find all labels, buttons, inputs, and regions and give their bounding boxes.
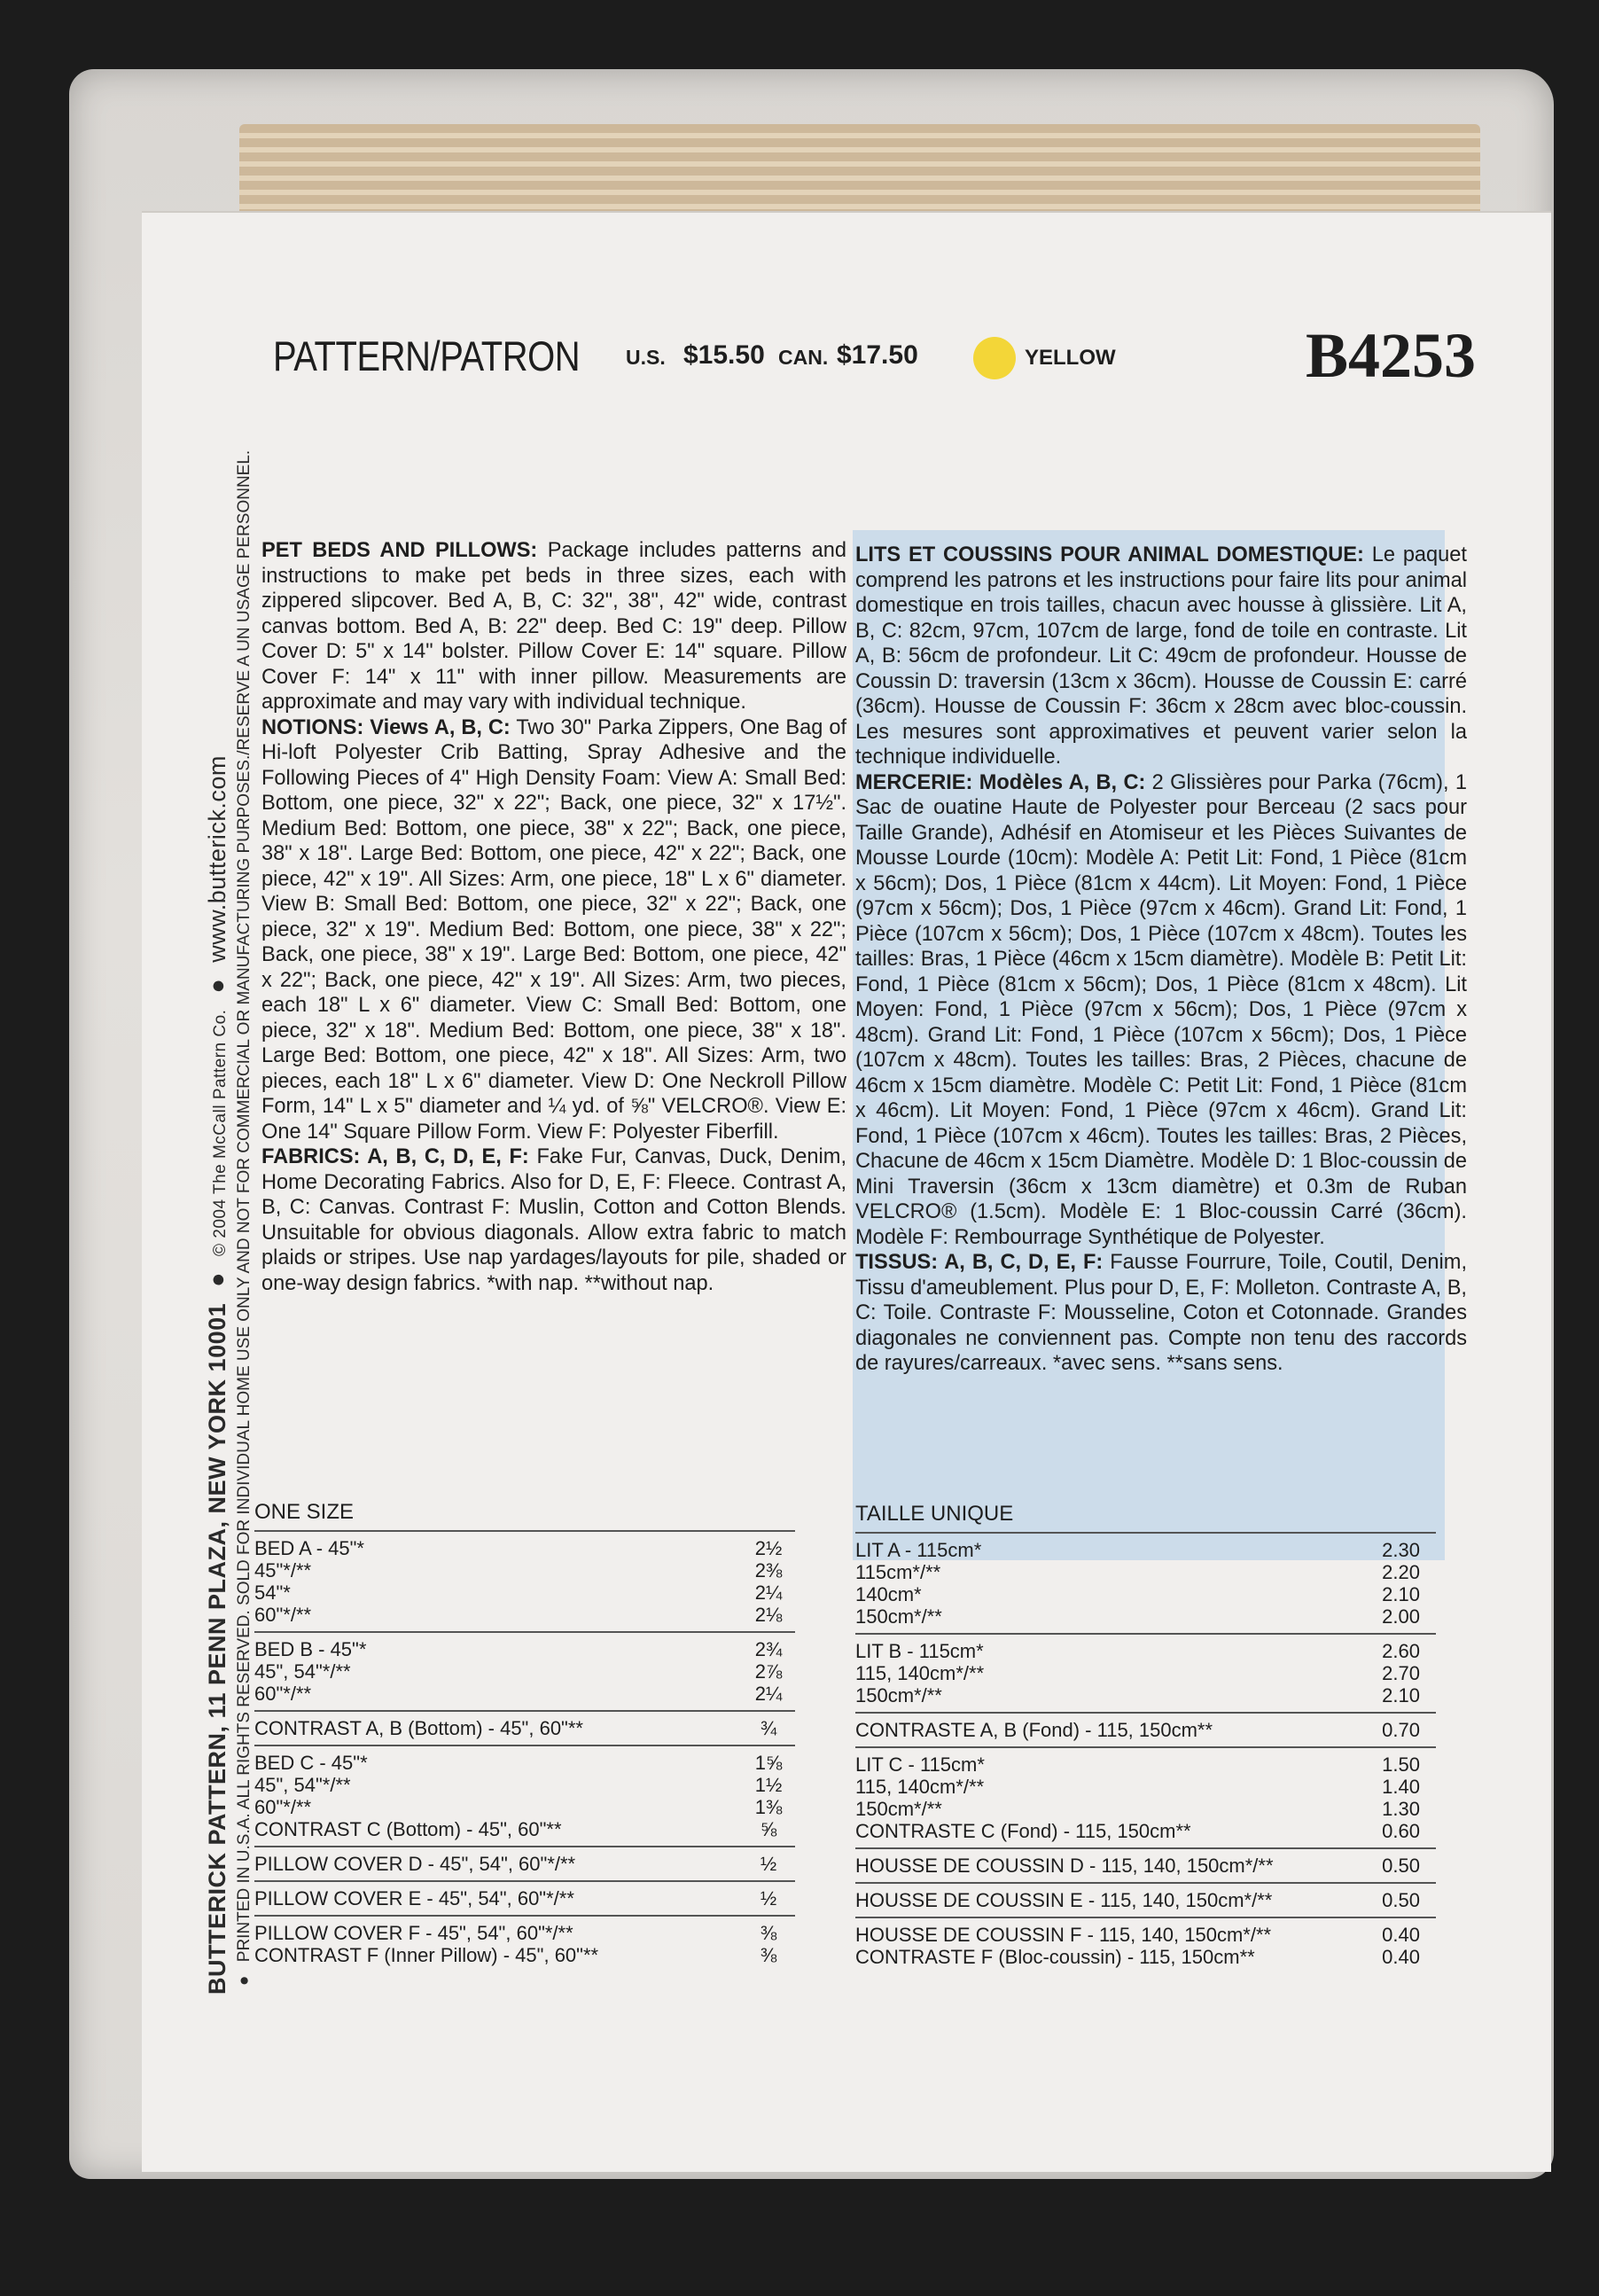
row-value: ⅝ [760, 1818, 777, 1840]
row-label: 45", 54"*/** [254, 1660, 351, 1683]
row-label: LIT A - 115cm* [855, 1539, 982, 1561]
table-row [855, 1924, 1436, 1946]
row-value: 0.40 [1382, 1946, 1420, 1968]
row-label: 115, 140cm*/** [855, 1662, 985, 1684]
row-label: BED A - 45"* [254, 1537, 364, 1559]
rights-notice: PRINTED IN U.S.A. ALL RIGHTS RESERVED. SOLD FOR INDIVIDUAL HOME USE ONLY AND NOT FOR COMMERCIAL OR MANUFACTURING PURPOSES./RESERVE A UN USAGE PERSONNEL. [235, 449, 254, 1963]
row-label: 54"* [254, 1581, 291, 1604]
color-label: YELLOW [1025, 346, 1116, 370]
row-label: HOUSSE DE COUSSIN E - 115, 140, 150cm*/** [855, 1889, 1273, 1911]
row-label: 60"*/** [254, 1604, 312, 1626]
row-value: 2.30 [1382, 1539, 1420, 1561]
row-label: CONTRAST F (Inner Pillow) - 45", 60"** [254, 1944, 599, 1966]
row-value: 1.30 [1382, 1798, 1420, 1820]
row-label: 45"*/** [254, 1559, 312, 1581]
notions-paragraph: NOTIONS: Views A, B, C: Two 30" Parka Zippers, One Bag of Hi-loft Polyester Crib Batting, Spray Adhesive and the Following Pieces of 4" High Density Foam: View A: Small Bed: Bottom, one piece, 32" x 22"; Back, one piece, 32" x 17½". Medium Bed: Bottom, one piece, 38" x 22"; Back, one piece, 38" x 18". Large Bed: Bottom, one piece, 42" x 22"; Back, one piece, 42" x 19". All Sizes: Arm, one piece, 18" L x 6" diameter. View B: Small Bed: Bottom, one piece, 32" x 22"; Back, one piece, 32" x 19". Medium Bed: Bottom, one piece, 38" x 22"; Back, one piece, 38" x 19". Large Bed: Bottom, one piece, 42" x 22"; Back, one piece, 42" x 19". All Sizes: Arm, two pieces, each 18" L x 6" diameter. View C: Small Bed: Bottom, one piece, 32" x 18". Medium Bed: Bottom, one piece, 38" x 18". Large Bed: Bottom, one piece, 42" x 18". All Sizes: Arm, two pieces, each 18" L x 6" diameter. View D: One Neckroll Pillow Form, 14" L x 5" diameter and ¼ yd. of ⅝" VELCRO®. View E: One 14" Square Pillow Form. View F: Polyester Fiberfill. [261, 715, 846, 1144]
row-value: 0.50 [1382, 1889, 1420, 1911]
row-label: 115, 140cm*/** [855, 1776, 985, 1798]
row-label: PILLOW COVER D - 45", 54", 60"*/** [254, 1853, 576, 1875]
row-value: 2.10 [1382, 1684, 1420, 1706]
table-row [855, 1776, 1436, 1798]
table-heading-fr: TAILLE UNIQUE [855, 1502, 1014, 1526]
table-row [254, 1537, 795, 1559]
row-label: PILLOW COVER F - 45", 54", 60"*/** [254, 1922, 573, 1944]
table-row [254, 1683, 795, 1705]
row-label: 150cm*/** [855, 1684, 942, 1706]
table-group [855, 1746, 1436, 1847]
table-row [855, 1539, 1436, 1561]
row-label: 150cm*/** [855, 1605, 942, 1628]
table-group [855, 1633, 1436, 1712]
table-row [254, 1774, 795, 1796]
row-value: 1⅝ [754, 1752, 783, 1774]
row-value: 0.70 [1382, 1719, 1420, 1741]
row-label: 60"*/** [254, 1683, 312, 1705]
table-group [254, 1631, 795, 1710]
row-value: 2⅜ [754, 1559, 783, 1581]
row-value: 2.70 [1382, 1662, 1420, 1684]
table-row [254, 1887, 795, 1909]
row-label: LIT B - 115cm* [855, 1640, 984, 1662]
row-label: 140cm* [855, 1583, 922, 1605]
row-value: 2⅞ [754, 1660, 783, 1683]
table-group [254, 1846, 795, 1880]
table-group [254, 1880, 795, 1915]
table-group [254, 1710, 795, 1745]
row-value: 2.60 [1382, 1640, 1420, 1662]
row-label: CONTRASTE C (Fond) - 115, 150cm** [855, 1820, 1191, 1842]
table-row [855, 1753, 1436, 1776]
row-value: 2.10 [1382, 1583, 1420, 1605]
row-label: CONTRASTE A, B (Fond) - 115, 150cm** [855, 1719, 1213, 1741]
table-group [855, 1847, 1436, 1882]
english-description [261, 538, 846, 1296]
table-row [254, 1717, 795, 1739]
row-value: 1½ [754, 1774, 783, 1796]
table-row [254, 1581, 795, 1604]
fabrics-paragraph: FABRICS: A, B, C, D, E, F: Fake Fur, Canvas, Duck, Denim, Home Decorating Fabrics. Also for D, E, F: Fleece. Contrast A, B, C: Canvas. Contrast F: Muslin, Cotton and Cotton Blends. Unsuitable for obvious diagonals. Allow extra fabric to match plaids or stripes. Use nap yardages/layouts for pile, shaded or one-way design fabrics. *with nap. **without nap. [261, 1145, 846, 1295]
table-group [855, 1532, 1436, 1633]
table-row [254, 1944, 795, 1966]
row-value: 0.50 [1382, 1855, 1420, 1877]
side-publisher-text: BUTTERICK PATTERN, 11 PENN PLAZA, NEW YORK 10001 ● © 2004 The McCall Pattern Co. ● www.butterick.com ● PRINTED IN U.S.A. ALL RIGHTS RESERVED. SOLD FOR INDIVIDUAL HOME USE ONLY AND NOT FOR COMMERCIAL OR MANUFACTURING PURPOSES./RESERVE A UN USAGE PERSONNEL. [204, 449, 254, 1995]
row-value: 0.60 [1382, 1820, 1420, 1842]
row-value: 0.40 [1382, 1924, 1420, 1946]
row-value: 2⅛ [754, 1604, 783, 1626]
table-row [855, 1684, 1436, 1706]
row-value: ½ [760, 1887, 777, 1909]
row-label: 45", 54"*/** [254, 1774, 351, 1796]
can-price-label: CAN. [778, 346, 829, 369]
table-row [855, 1798, 1436, 1820]
row-label: 60"*/** [254, 1796, 312, 1818]
publisher-address: BUTTERICK PATTERN, 11 PENN PLAZA, NEW YORK 10001 [204, 1302, 230, 1995]
row-value: 2¾ [754, 1638, 783, 1660]
us-price: $15.50 [683, 340, 765, 370]
row-label: LIT C - 115cm* [855, 1753, 985, 1776]
table-group [254, 1530, 795, 1631]
website-text: www.butterick.com [204, 755, 230, 963]
row-label: CONTRAST A, B (Bottom) - 45", 60"** [254, 1717, 583, 1739]
row-value: 2.20 [1382, 1561, 1420, 1583]
table-row [855, 1820, 1436, 1842]
fabrics-paragraph-fr: TISSUS: A, B, C, D, E, F: Fausse Fourrure, Toile, Coutil, Denim, Tissu d'ameublement. Plus pour D, E, F: Molleton. Contraste A, B, C: Toile. Contraste F: Mousseline, Coton et Cotonnade. Grandes diagonales ne conviennent pas. Compte non tenu des raccords de rayures/carreaux. *avec sens. **sans sens. [855, 1251, 1467, 1375]
color-dot-icon [973, 337, 1016, 379]
french-description [855, 543, 1467, 1377]
row-value: ½ [760, 1853, 777, 1875]
table-row [254, 1638, 795, 1660]
table-row [254, 1922, 795, 1944]
row-label: BED C - 45"* [254, 1752, 368, 1774]
table-row [254, 1752, 795, 1774]
description-paragraph-fr: LITS ET COUSSINS POUR ANIMAL DOMESTIQUE: Le paquet comprend les patrons et les instructions pour faire lits pour animal domestique en trois tailles, chacun avec housse à glissière. Lit A, B, C: 82cm, 97cm, 107cm de large, fond de toile en contraste. Lit A, B: 56cm de profondeur. Lit C: 49cm de profondeur. Housse de Coussin D: traversin (13cm x 36cm). Housse de Coussin E: carré (36cm). Housse de Coussin F: 36cm x 28cm avec bloc-coussin. Les mesures sont approximatives et peuvent varier selon la technique individuelle. [855, 543, 1467, 769]
pattern-number: B4253 [1306, 320, 1477, 391]
row-value: 2¼ [754, 1683, 783, 1705]
pattern-label: PATTERN/PATRON [273, 332, 581, 379]
row-value: ⅜ [760, 1944, 777, 1966]
row-label: CONTRASTE F (Bloc-coussin) - 115, 150cm** [855, 1946, 1255, 1968]
row-value: 2.00 [1382, 1605, 1420, 1628]
table-group [254, 1745, 795, 1846]
table-row [254, 1559, 795, 1581]
row-label: HOUSSE DE COUSSIN F - 115, 140, 150cm*/** [855, 1924, 1272, 1946]
row-label: PILLOW COVER E - 45", 54", 60"*/** [254, 1887, 574, 1909]
row-value: 1.40 [1382, 1776, 1420, 1798]
description-paragraph: PET BEDS AND PILLOWS: Package includes patterns and instructions to make pet beds in three sizes, each with zippered slipcover. Bed A, B, C: 32", 38", 42" wide, contrast canvas bottom. Bed A, B: 22" deep. Bed C: 19" deep. Pillow Cover D: 5" x 14" bolster. Pillow Cover E: 14" square. Pillow Cover F: 14" x 11" with inner pillow. Measurements are approximate and may vary with individual technique. [261, 539, 846, 714]
table-row [254, 1604, 795, 1626]
copyright-notice: © 2004 The McCall Pattern Co. [211, 1009, 230, 1257]
yardage-table-french [855, 1498, 1436, 1973]
row-value: 1⅜ [754, 1796, 783, 1818]
table-row [855, 1719, 1436, 1741]
table-row [855, 1855, 1436, 1877]
table-row [855, 1946, 1436, 1968]
row-value: 2½ [754, 1537, 783, 1559]
row-value: ⅜ [760, 1922, 777, 1944]
envelope-header [273, 319, 1514, 399]
table-row [254, 1853, 795, 1875]
row-value: 2¼ [754, 1581, 783, 1604]
row-label: 115cm*/** [855, 1561, 941, 1583]
table-row [855, 1889, 1436, 1911]
row-label: HOUSSE DE COUSSIN D - 115, 140, 150cm*/** [855, 1855, 1274, 1877]
table-row [254, 1796, 795, 1818]
table-group [855, 1882, 1436, 1917]
table-row [254, 1818, 795, 1840]
table-group [855, 1712, 1436, 1746]
row-value: 1.50 [1382, 1753, 1420, 1776]
table-heading: ONE SIZE [254, 1500, 355, 1524]
us-price-label: U.S. [626, 346, 666, 369]
table-row [855, 1583, 1436, 1605]
notions-paragraph-fr: MERCERIE: Modèles A, B, C: 2 Glissières pour Parka (76cm), 1 Sac de ouatine Haute de Polyester pour Berceau (2 sacs pour Taille Grande), Adhésif en Atomiseur et les Pièces Suivantes de Mousse Lourde (10cm): Modèle A: Petit Lit: Fond, 1 Pièce (81cm x 56cm); Dos, 1 Pièce (81cm x 44cm). Lit Moyen: Fond, 1 Pièce (97cm x 56cm); Dos, 1 Pièce (97cm x 46cm). Grand Lit: Fond, 1 Pièce (107cm x 56cm); Dos, 1 Pièce (107cm x 48cm). Toutes les tailles: Bras, 1 Pièce (46cm x 15cm diamètre). Modèle B: Petit Lit: Fond, 1 Pièce (81cm x 56cm); Dos, 1 Pièce (81cm x 48cm). Lit Moyen: Fond, 1 Pièce (97cm x 56cm); Dos, 1 Pièce (97cm x 48cm). Grand Lit: Fond, 1 Pièce (107cm x 56cm); Dos, 1 Pièce (107cm x 48cm). Toutes les tailles: Bras, 2 Pièces, chacune de 46cm x 15cm diamètre. Modèle C: Petit Lit: Fond, 1 Pièce (81cm x 46cm). Lit Moyen: Fond, 1 Pièce (97cm x 46cm). Grand Lit: Fond, 1 Pièce (107cm x 46cm). Toutes les tailles: Bras, 2 Pièces, Chacune de 46cm x 15cm Diamètre. Modèle D: 1 Bloc-coussin de Mini Traversin (36cm x 13cm diamètre) et 0.3m de Ruban VELCRO® (1.5cm). Modèle E: 1 Bloc-coussin Carré (36cm). Modèle F: Rembourrage Synthétique de Polyester. [855, 770, 1467, 1249]
row-label: 150cm*/** [855, 1798, 942, 1820]
table-group [855, 1917, 1436, 1973]
row-label: CONTRAST C (Bottom) - 45", 60"** [254, 1818, 562, 1840]
table-row [855, 1605, 1436, 1628]
yardage-table-english [254, 1496, 795, 1972]
row-label: BED B - 45"* [254, 1638, 367, 1660]
table-row [855, 1561, 1436, 1583]
table-row [254, 1660, 795, 1683]
table-row [855, 1662, 1436, 1684]
pattern-tissue-sheets [239, 124, 1480, 217]
table-group [254, 1915, 795, 1972]
row-value: ¾ [760, 1717, 777, 1739]
table-row [855, 1640, 1436, 1662]
can-price: $17.50 [837, 340, 918, 370]
